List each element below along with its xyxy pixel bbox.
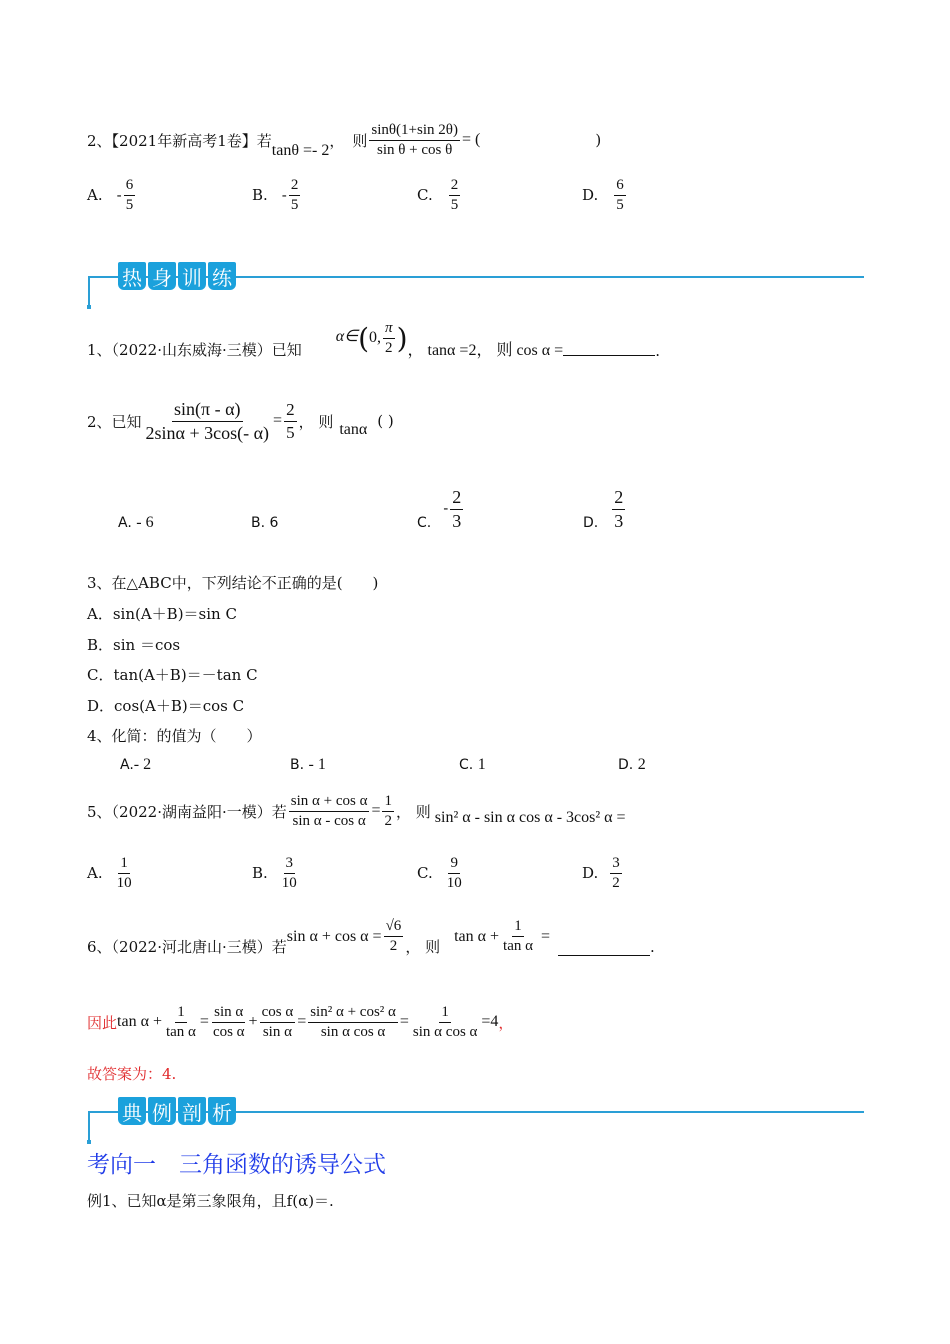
fraction — [612, 486, 625, 532]
fraction — [211, 1003, 247, 1042]
sign: - — [443, 501, 449, 517]
option-value: 2 — [637, 756, 646, 773]
denominator: 5 — [290, 196, 299, 213]
option-label: D. — [582, 186, 599, 205]
condition: sin α + cos α = — [286, 927, 382, 945]
result: =4 — [481, 1013, 499, 1031]
banner-tile: 身 — [148, 262, 176, 290]
interval-start: 0, — [369, 329, 382, 346]
then: ， 则 — [298, 412, 334, 431]
fraction — [382, 792, 394, 831]
numerator: 1 — [175, 1003, 187, 1023]
denominator: 3 — [614, 510, 624, 531]
numerator: sin α — [212, 1003, 245, 1023]
denominator: 5 — [450, 196, 459, 213]
numerator: 3 — [284, 854, 296, 874]
answer-paren: ( ) — [377, 412, 394, 430]
fraction — [614, 176, 626, 215]
denominator: tan α — [165, 1023, 196, 1040]
fraction — [260, 1003, 296, 1042]
options-q2 — [118, 486, 627, 532]
option-label: A. — [120, 757, 134, 773]
equals: = — [273, 412, 283, 429]
period: . — [650, 937, 655, 956]
answer-text: 故答案为：4. — [87, 1065, 177, 1083]
option-label: B. — [251, 515, 266, 531]
option-a — [120, 756, 290, 774]
period: . — [655, 342, 660, 360]
section-heading: 考向一 三角函数的诱导公式 — [87, 1152, 386, 1178]
section-banner-examples — [88, 1097, 864, 1147]
denominator: sin α — [262, 1023, 292, 1040]
equals: = — [297, 1013, 307, 1031]
option-label: C. — [417, 864, 433, 883]
numerator: 1 — [439, 1003, 451, 1023]
options-q4 — [120, 756, 646, 774]
denominator: 3 — [452, 510, 462, 531]
denominator: tan α — [503, 938, 533, 954]
option-label: C. — [459, 757, 474, 773]
numerator: sin² α + cos² α — [308, 1003, 398, 1023]
expression: sin² α - sin α cos α - 3cos² α = — [434, 809, 626, 827]
equals: = — [199, 1013, 209, 1031]
option-label: B. — [290, 757, 305, 773]
denominator: 5 — [286, 422, 295, 442]
fraction — [308, 1003, 398, 1042]
question-label: 2、【2021年新高考1卷】若 — [87, 131, 272, 150]
numerator: sinθ(1+sin 2θ) — [369, 121, 460, 141]
option-c — [417, 176, 582, 215]
banner-tile: 典 — [118, 1097, 146, 1125]
equals: = — [540, 927, 551, 945]
option-b — [252, 176, 417, 215]
condition: ， tanα =2， 则 cos α = — [407, 342, 564, 359]
numerator: 9 — [448, 854, 460, 874]
numerator: 1 — [118, 854, 130, 874]
question-label: 5、（2022·湖南益阳·一模）若 — [87, 802, 287, 821]
options-q5 — [87, 854, 624, 893]
denominator: 10 — [281, 874, 297, 891]
banner-tile: 析 — [208, 1097, 236, 1125]
numerator: 1 — [512, 917, 524, 937]
then: ， 则 — [395, 802, 431, 821]
option-a: A．sin(A＋B)＝sin C — [87, 605, 237, 623]
plus: + — [248, 1013, 258, 1031]
equals: = ( — [461, 131, 481, 148]
option-d — [583, 486, 627, 532]
banner-tile: 热 — [118, 262, 146, 290]
option-label: A. — [87, 186, 103, 205]
option-label: A. — [87, 864, 103, 883]
condition: tanθ =- 2 — [271, 142, 330, 159]
option-label: B. — [252, 186, 268, 205]
divider-dot — [87, 305, 91, 309]
fraction — [144, 398, 272, 444]
numerator: π — [383, 319, 395, 339]
equals: = — [399, 1013, 409, 1031]
divider — [88, 276, 90, 307]
question-prev-2 — [87, 120, 601, 160]
option-value: - 2 — [133, 756, 152, 773]
expression: tan α + — [117, 1013, 162, 1031]
sign: - — [281, 186, 287, 205]
question-2 — [87, 398, 394, 444]
question-label: 6、（2022·河北唐山·三模）若 — [87, 938, 287, 956]
fraction — [115, 854, 134, 893]
example-1: 例1、已知α是第三象限角，且f(α)＝. — [87, 1192, 334, 1210]
denominator: sin α - cos α — [292, 812, 366, 829]
banner-tile: 剖 — [178, 1097, 206, 1125]
option-label: D. — [582, 864, 599, 883]
divider — [88, 1111, 90, 1142]
option-c — [459, 756, 618, 774]
numerator: 2 — [289, 176, 301, 196]
option-c — [417, 854, 582, 893]
fraction — [289, 176, 301, 215]
paren: ( — [358, 321, 370, 355]
denominator: 2 — [612, 874, 620, 891]
expression: tan α + — [454, 927, 500, 945]
numerator: 6 — [124, 176, 136, 196]
question-label: 1、（2022·山东威海·三模）已知 — [87, 341, 302, 359]
banner-tile: 例 — [148, 1097, 176, 1125]
option-c: C．tan(A＋B)＝－tan C — [87, 666, 258, 684]
option-d — [618, 756, 646, 774]
option-label: D. — [618, 757, 634, 773]
fraction — [164, 1003, 198, 1042]
fraction — [284, 399, 297, 443]
option-a — [87, 854, 252, 893]
denominator: cos α — [212, 1023, 245, 1040]
option-b — [252, 854, 417, 893]
option-value: 1 — [477, 756, 486, 773]
banner-tile: 练 — [208, 262, 236, 290]
denominator: 2 — [385, 339, 393, 356]
answer-blank[interactable] — [563, 341, 655, 356]
expression: tanα — [339, 421, 368, 438]
fraction — [280, 854, 299, 893]
option-value: - 6 — [136, 514, 154, 531]
fraction — [449, 176, 461, 215]
then: 则 — [352, 131, 368, 150]
option-label: C. — [417, 515, 432, 531]
sep: ， — [329, 131, 345, 150]
solution-line — [87, 1003, 513, 1042]
numerator: 2 — [612, 486, 625, 510]
question-1 — [87, 312, 660, 364]
fraction — [450, 486, 463, 532]
fraction — [610, 854, 622, 893]
option-d — [582, 854, 624, 893]
close-paren: ) — [595, 131, 602, 149]
option-b — [290, 756, 459, 774]
option-value: - 1 — [308, 756, 326, 773]
denominator: 10 — [116, 874, 132, 891]
option-d: D．cos(A＋B)＝cos C — [87, 697, 245, 715]
fraction — [445, 854, 464, 893]
question-6 — [87, 916, 655, 957]
solution-prefix: 因此 — [87, 1013, 118, 1032]
option-c — [417, 486, 583, 532]
fraction — [289, 792, 370, 831]
comma: ， — [498, 1013, 514, 1032]
option-label: D. — [583, 515, 599, 531]
denominator: sin α cos α — [412, 1023, 478, 1040]
question-label: 2、已知 — [87, 412, 142, 431]
option-d — [582, 176, 628, 215]
denominator: 10 — [446, 874, 462, 891]
numerator: sin(π - α) — [172, 398, 243, 422]
paren: ) — [396, 321, 408, 355]
answer-blank[interactable] — [558, 941, 650, 956]
sign: - — [116, 186, 122, 205]
denominator: 5 — [616, 196, 624, 213]
numerator: 3 — [610, 854, 622, 874]
numerator: 1 — [382, 792, 394, 812]
fraction — [411, 1003, 479, 1042]
denominator: sin α cos α — [320, 1023, 386, 1040]
fraction — [124, 176, 136, 215]
denominator: 2 — [389, 938, 398, 954]
option-a — [118, 514, 251, 532]
denominator: sin θ + cos θ — [376, 141, 453, 158]
then: ， 则 — [405, 938, 441, 956]
denominator: 2sinα + 3cos(- α) — [145, 422, 270, 443]
numerator: sin α + cos α — [289, 792, 370, 812]
option-a — [87, 176, 252, 215]
numerator: 6 — [614, 176, 626, 196]
equals: = — [371, 802, 381, 820]
option-value: 6 — [269, 515, 279, 531]
fraction — [369, 121, 460, 160]
fraction — [383, 319, 395, 358]
option-label: C. — [417, 186, 433, 205]
fraction — [501, 917, 535, 956]
section-banner-warmup — [88, 262, 864, 312]
fraction — [384, 917, 404, 956]
numerator: cos α — [260, 1003, 296, 1023]
numerator: 2 — [450, 486, 463, 510]
divider-dot — [87, 1140, 91, 1144]
set-membership: α∈ — [335, 328, 359, 345]
banner-tile: 训 — [178, 262, 206, 290]
denominator: 2 — [384, 812, 392, 829]
question-3: 3、在△ABC中，下列结论不正确的是( ) — [87, 574, 379, 592]
question-5 — [87, 792, 626, 831]
numerator: 2 — [284, 399, 297, 421]
option-label: B. — [252, 864, 268, 883]
options-prev — [87, 176, 628, 215]
numerator: √6 — [384, 917, 404, 937]
option-label: A. — [118, 515, 132, 531]
option-b — [251, 515, 417, 531]
question-4: 4、化简：的值为（ ） — [87, 727, 262, 745]
numerator: 2 — [449, 176, 461, 196]
option-b: B．sin ＝cos — [87, 636, 181, 654]
denominator: 5 — [125, 196, 134, 213]
